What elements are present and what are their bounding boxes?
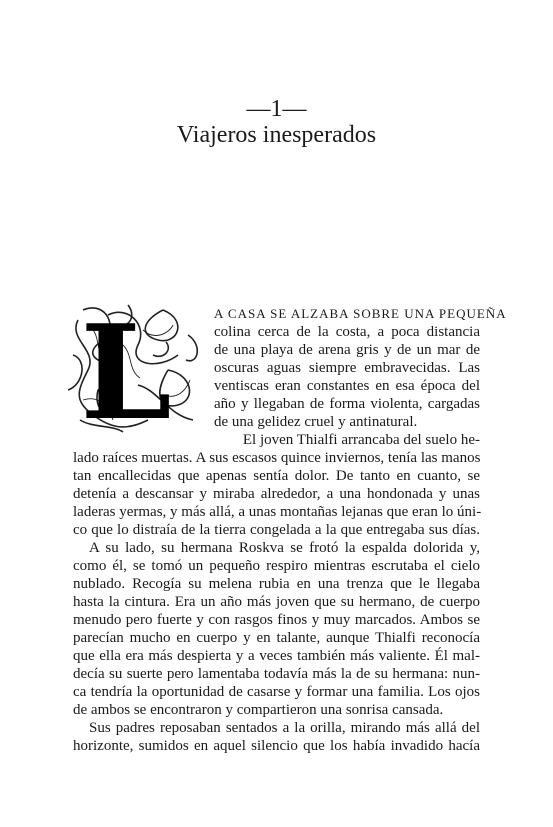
dropcap-letter: L <box>80 300 172 436</box>
text-line: ca tendría la oportunidad de casarse y formar una familia. Los ojos <box>73 684 480 700</box>
text-line: parecían mucho en cuerpo y en talante, aunque Thialfi reconocía <box>73 630 480 646</box>
text-line: oscuras aguas siempre embravecidas. Las <box>214 360 480 376</box>
text-line: que ella era más despierta y a veces también más valiente. Él mal- <box>73 648 480 664</box>
text-line: año y llegaban de forma violenta, cargadas <box>214 396 480 412</box>
text-line: laderas yermas, y más allá, a unas montañas lejanas que eran lo úni- <box>73 504 482 520</box>
text-line: horizonte, sumidos en aquel silencio que los había invadido hacía <box>73 738 480 754</box>
text-line: colina cerca de la costa, a poca distancia <box>214 324 480 340</box>
text-line: tan encallecidas que apenas sentía dolor. De tanto en cuanto, se <box>73 468 480 484</box>
ornamental-dropcap <box>68 300 206 436</box>
text-line: A su lado, su hermana Roskva se frotó la espalda dolorida y, <box>89 540 480 556</box>
text-line: lado raíces muertas. A sus escasos quince inviernos, tenía las manos <box>73 450 481 466</box>
text-line: de una gelidez cruel y antinatural. <box>214 414 418 430</box>
text-line: nublado. Recogía su melena rubia en una trenza que le llegaba <box>73 576 480 592</box>
text-line: decía su suerte pero lamentaba todavía más la de su hermana: nun- <box>73 666 480 682</box>
text-line: de ambos se encontraron y compartieron una sonrisa cansada. <box>73 702 444 718</box>
text-line: de una playa de arena gris y de un mar de <box>214 342 480 358</box>
text-line: menudo pero fuerte y con rasgos finos y muy marcados. Ambos se <box>73 612 480 628</box>
chapter-number: —1— <box>246 96 307 122</box>
text-line: hasta la cintura. Era un año más joven que su hermano, de cuerpo <box>73 594 480 610</box>
text-line: detenía a descansar y miraba alrededor, a una hondonada y unas <box>73 486 480 502</box>
chapter-title: Viajeros inesperados <box>176 122 377 148</box>
text-line: ventiscas eran constantes en esa época del <box>214 378 480 394</box>
text-line: A CASA SE ALZABA SOBRE UNA PEQUEÑA <box>214 306 507 321</box>
text-line: Sus padres reposaban sentados a la orilla, mirando más allá del <box>89 720 480 736</box>
text-line: como él, se tomó un pequeño respiro mientras escrutaba el cielo <box>73 558 480 574</box>
text-line: El joven Thialfi arrancaba del suelo he- <box>242 432 480 448</box>
text-line: co que lo distraía de la tierra congelada a la que entregaba sus días. <box>73 522 480 538</box>
